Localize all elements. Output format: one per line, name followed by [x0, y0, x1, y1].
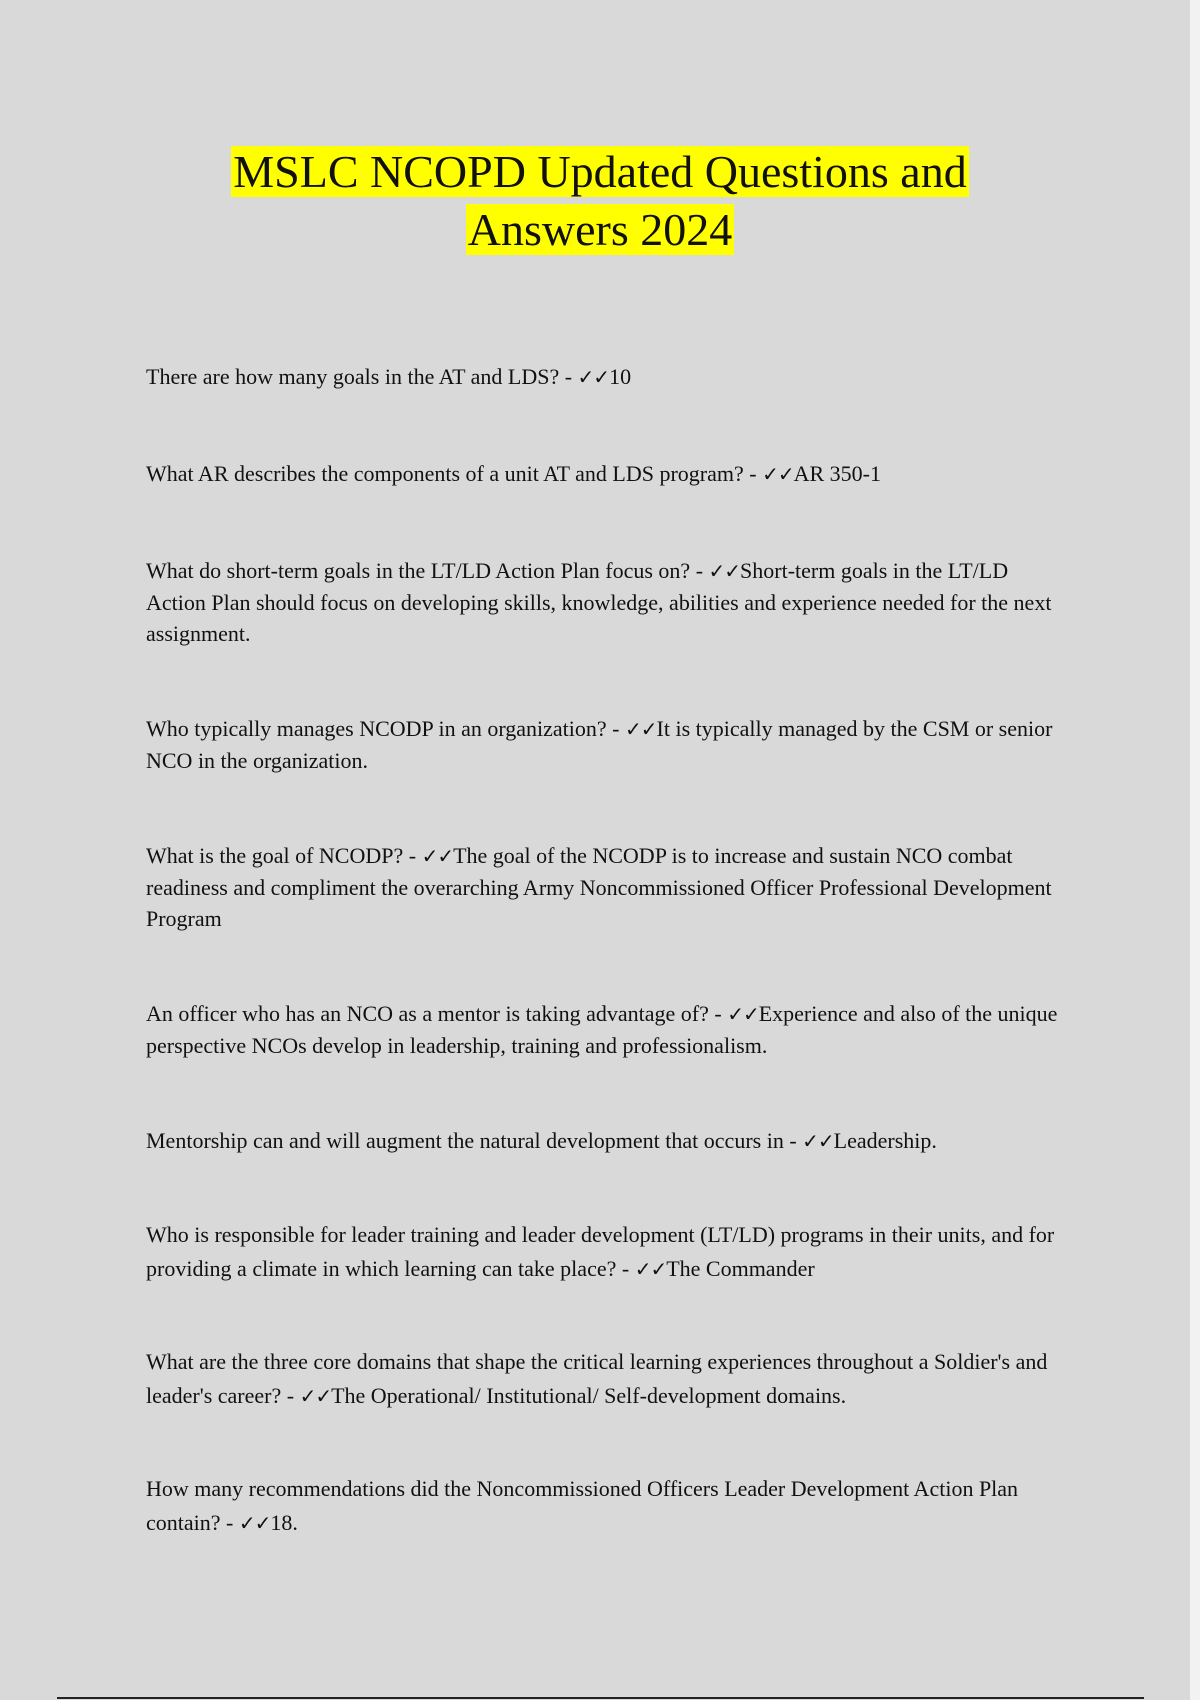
answer-text: The Commander	[666, 1256, 815, 1281]
qa-separator: -	[783, 1128, 803, 1153]
answer-text: Leadership.	[833, 1128, 937, 1153]
qa-item	[146, 998, 1066, 1061]
check-mark-icon: ✓✓	[634, 1257, 667, 1281]
question-text: What AR describes the components of a unit AT and LDS program?	[146, 461, 744, 486]
qa-separator: -	[281, 1383, 300, 1408]
check-mark-icon: ✓✓	[762, 462, 794, 486]
qa-separator: -	[690, 558, 709, 583]
qa-separator: -	[559, 364, 578, 389]
question-text: There are how many goals in the AT and LDS?	[146, 364, 560, 389]
answer-text: AR 350-1	[793, 461, 881, 486]
question-text: Who typically manages NCODP in an organization?	[146, 716, 607, 741]
qa-separator: -	[743, 461, 763, 486]
check-mark-icon: ✓✓	[238, 1511, 271, 1535]
qa-item	[146, 840, 1066, 934]
qa-item	[146, 713, 1066, 776]
answer-text: The goal of the NCODP is to increase and sustain NCO combat readiness and compliment the overarching Army Noncommissioned Officer Professional Development Program	[146, 843, 1052, 931]
check-mark-icon: ✓✓	[421, 844, 454, 868]
qa-item	[146, 1345, 1066, 1413]
answer-text: The Operational/ Institutional/ Self-development domains.	[331, 1383, 847, 1408]
check-mark-icon: ✓✓	[577, 365, 610, 389]
question-text: An officer who has an NCO as a mentor is taking advantage of?	[146, 1001, 709, 1026]
check-mark-icon: ✓✓	[299, 1384, 332, 1408]
answer-text: 18.	[270, 1510, 298, 1535]
answer-text: It is typically managed by the CSM or senior NCO in the organization.	[146, 716, 1053, 773]
check-mark-icon: ✓✓	[625, 717, 657, 741]
qa-item	[146, 1472, 1066, 1540]
check-mark-icon: ✓✓	[727, 1002, 759, 1026]
title-line-1: MSLC NCOPD Updated Questions and	[233, 146, 967, 197]
answer-text: Experience and also of the unique perspective NCOs develop in leadership, training and professionalism.	[146, 1001, 1058, 1058]
qa-item	[146, 1125, 1066, 1157]
question-text: What are the three core domains that shape the critical learning experiences throughout a Soldier's and leader's career?	[146, 1349, 1048, 1408]
qa-separator: -	[708, 1001, 728, 1026]
title-line-2: Answers 2024	[467, 204, 733, 255]
check-mark-icon: ✓✓	[802, 1129, 834, 1153]
check-mark-icon: ✓✓	[708, 559, 741, 583]
qa-separator: -	[616, 1256, 635, 1281]
qa-separator: -	[403, 843, 422, 868]
answer-text: Short-term goals in the LT/LD Action Plan should focus on developing skills, knowledge, abilities and experience needed for the next assignment.	[146, 558, 1052, 646]
footer-divider	[57, 1697, 1144, 1699]
question-text: What is the goal of NCODP?	[146, 843, 404, 868]
question-text: What do short-term goals in the LT/LD Action Plan focus on?	[146, 558, 691, 583]
question-text: How many recommendations did the Noncommissioned Officers Leader Development Action Plan contain?	[146, 1476, 1019, 1535]
qa-item	[146, 1218, 1066, 1286]
qa-item	[146, 555, 1066, 649]
question-text: Who is responsible for leader training and leader development (LT/LD) programs in their units, and for providing a climate in which learning can take place?	[146, 1222, 1055, 1281]
question-text: Mentorship can and will augment the natural development that occurs in	[146, 1128, 784, 1153]
qa-separator: -	[220, 1510, 239, 1535]
answer-text: 10	[609, 364, 632, 389]
document-title	[0, 143, 1200, 259]
qa-item	[146, 458, 1066, 490]
qa-separator: -	[606, 716, 625, 741]
qa-item	[146, 361, 1066, 393]
